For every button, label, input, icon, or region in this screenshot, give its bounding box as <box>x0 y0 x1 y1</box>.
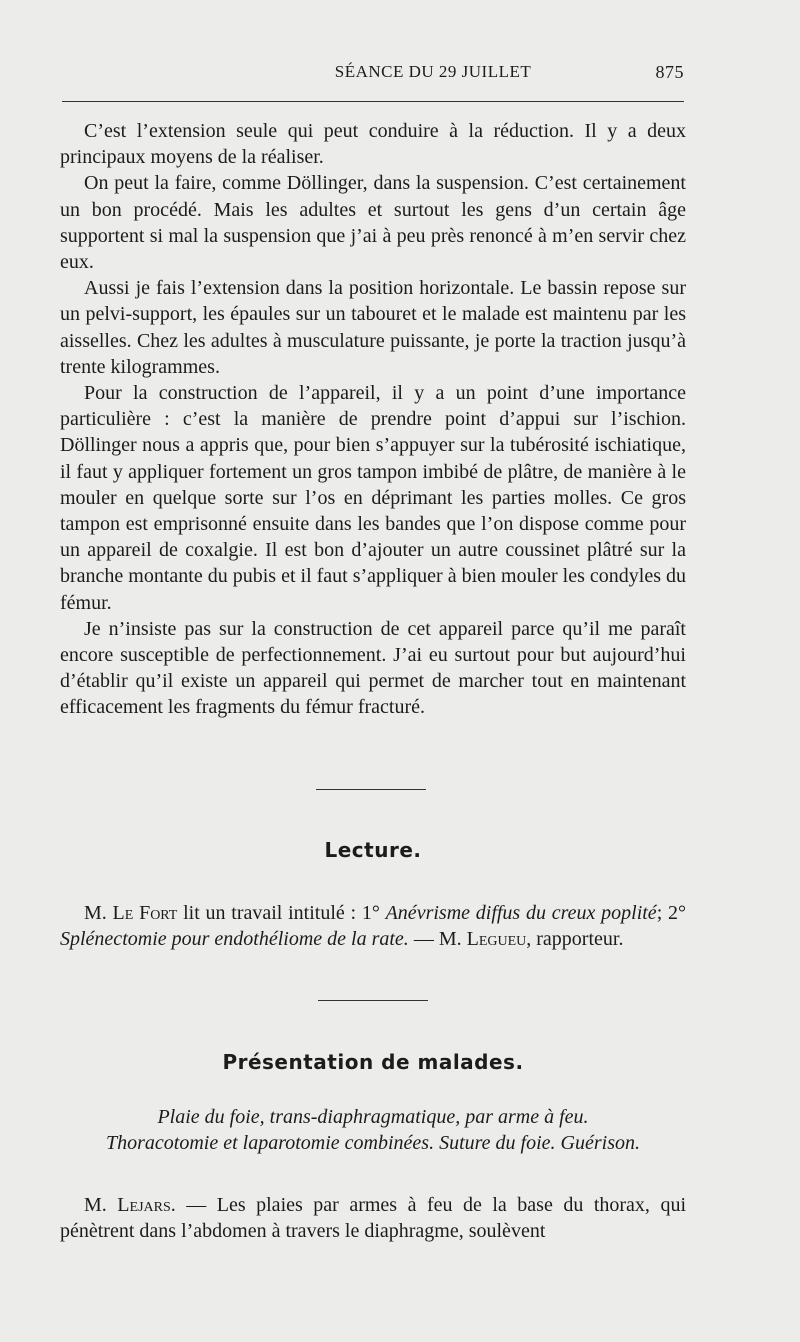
lecture-dash: — M. <box>408 928 467 951</box>
lecture-separator: ; 2° <box>656 902 686 924</box>
section-heading-presentation: Présentation de malades. <box>222 1050 524 1074</box>
work-title-1: Anévrisme diffus du creux poplité <box>385 902 657 924</box>
paragraph: Je n’insiste pas sur la construction de cet appareil parce qu’il me paraît encore susceptible de perfectionnement. J’ai eu surtout pour but aujourd’hui d’établir qu’il existe un appareil qui permet de marcher tout en maintenant efficacement les fragments du fémur fracturé. <box>60 617 686 719</box>
paragraph: Aussi je fais l’extension dans la position horizontale. Le bassin repose sur un pelvi-support, les épaules sur un tabouret et le malade est maintenu par les aisselles. Chez les adultes à musculature puissante, je porte la traction jusqu’à trente kilogrammes. <box>60 277 686 378</box>
page-header <box>60 62 686 86</box>
reporter-name: Legueu <box>466 928 527 951</box>
lecture-text <box>60 900 686 952</box>
header-rule <box>62 101 684 102</box>
section-separator <box>318 1000 428 1001</box>
paragraph: Pour la construction de l’appareil, il y a un point d’une importance particulière : c’est la manière de prendre point d’appui sur l’ischion. Döllinger nous a appris que, pour bien s’appuyer sur la tubérosité ischiatique, il faut y appliquer fortement un gros tampon imbibé de plâtre, de manière à le mouler en quelque sorte sur l’os en déprimant les parties molles. Ce gros tampon est emprisonné ensuite dans les bandes que l’on dispose comme pour un appareil de coxalgie. Il est bon d’ajouter un autre coussinet plâtré sur la branche montante du pubis et il faut s’appliquer à bien mouler les condyles du fémur. <box>60 382 686 614</box>
speaker-prefix: M. <box>84 1194 118 1216</box>
lecture-intro: lit un travail intitulé : 1° <box>177 902 386 924</box>
speaker-name: Lejars. <box>117 1194 176 1216</box>
paragraph: C’est l’extension seule qui peut conduire à la réduction. Il y a deux principaux moyens de la réaliser. <box>60 120 686 169</box>
paragraph: On peut la faire, comme Döllinger, dans la suspension. C’est certainement un bon procédé. Mais les adultes et surtout les gens d’un certain âge supportent si mal la suspension que j’ai à peu près renoncé à m’en servir chez eux. <box>60 172 686 274</box>
case-subtitle <box>60 1104 686 1156</box>
section-heading-lecture: Lecture. <box>324 838 422 862</box>
work-title-2: Splénectomie pour endothéliome de la rate. <box>60 928 409 951</box>
presentation-text <box>60 1192 686 1244</box>
author-name: Le Fort <box>112 902 178 924</box>
presentation-body: — Les plaies par armes à feu de la base du thorax, qui pénètrent dans l’abdomen à travers le diaphragme, soulèvent <box>60 1194 686 1243</box>
running-title: SÉANCE DU 29 JUILLET <box>334 62 532 81</box>
case-subtitle-line: Thoracotomie et laparotomie combinées. Suture du foie. Guérison. <box>105 1132 640 1155</box>
case-subtitle-line: Plaie du foie, trans-diaphragmatique, par arme à feu. <box>157 1106 589 1128</box>
section-separator <box>316 789 426 790</box>
lecture-suffix: , rapporteur. <box>526 928 624 951</box>
body-text <box>60 118 686 721</box>
page-number: 875 <box>655 62 684 82</box>
lecture-prefix: M. <box>84 902 113 924</box>
